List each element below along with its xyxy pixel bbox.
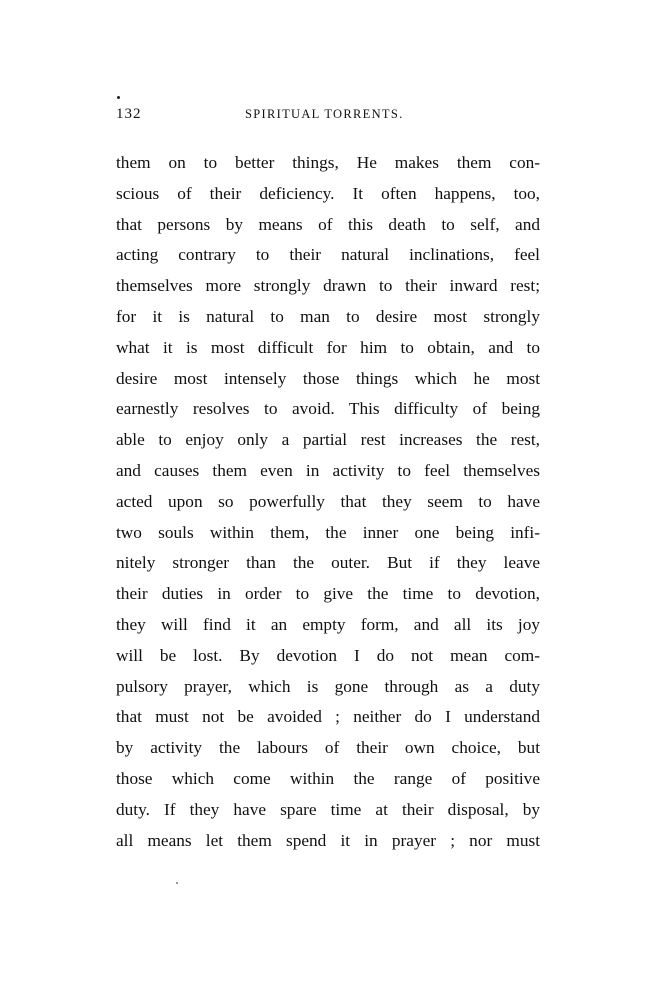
- text-line: that persons by means of this death to self, and: [116, 214, 540, 234]
- text-line: will be lost. By devotion I do not mean com-: [116, 645, 540, 665]
- text-line: they will find it an empty form, and all its joy: [116, 614, 540, 634]
- text-line: two souls within them, the inner one being infi-: [116, 522, 540, 542]
- page-body-text: [116, 148, 540, 856]
- text-line: desire most intensely those things which he most: [116, 368, 540, 388]
- text-line: acting contrary to their natural inclinations, feel: [116, 245, 540, 265]
- page-header: [116, 106, 540, 128]
- running-title: SPIRITUAL TORRENTS.: [245, 107, 404, 121]
- text-line: pulsory prayer, which is gone through as a duty: [116, 676, 540, 696]
- scan-speck: [117, 96, 120, 99]
- text-line: acted upon so powerfully that they seem to have: [116, 491, 540, 511]
- text-line: all means let them spend it in prayer ; nor must: [116, 830, 540, 850]
- text-line: able to enjoy only a partial rest increases the rest,: [116, 430, 540, 450]
- text-line: them on to better things, He makes them con-: [116, 153, 540, 172]
- text-line: duty. If they have spare time at their disposal, by: [116, 799, 540, 819]
- text-line: and causes them even in activity to feel themselves: [116, 460, 540, 480]
- text-line: those which come within the range of positive: [116, 768, 540, 788]
- scan-speck: [176, 882, 178, 884]
- text-line: nitely stronger than the outer. But if they leave: [116, 553, 540, 573]
- text-line: by activity the labours of their own choice, but: [116, 738, 540, 758]
- text-line: scious of their deficiency. It often happens, too,: [116, 183, 540, 203]
- text-line: for it is natural to man to desire most strongly: [116, 306, 540, 326]
- text-line: their duties in order to give the time to devotion,: [116, 584, 540, 604]
- text-line: themselves more strongly drawn to their inward rest;: [116, 276, 540, 296]
- page-number: 132: [116, 106, 142, 122]
- text-line: earnestly resolves to avoid. This difficulty of being: [116, 399, 540, 419]
- text-line: that must not be avoided ; neither do I understand: [116, 707, 540, 727]
- text-line: what it is most difficult for him to obtain, and to: [116, 337, 540, 357]
